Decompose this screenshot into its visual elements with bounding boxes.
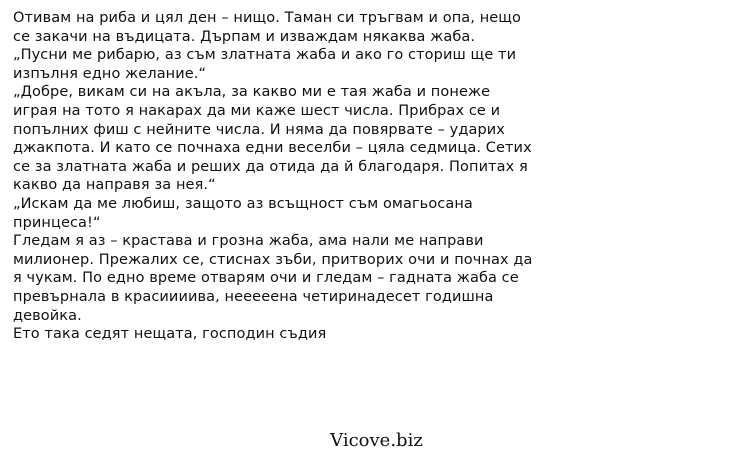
site-watermark: Vicove.biz xyxy=(330,430,423,451)
joke-line: попълних фиш с нейните числа. И няма да повярвате – ударих xyxy=(13,121,505,138)
joke-line: милионер. Прежалих се, стиснах зъби, притворих очи и почнах да xyxy=(13,251,533,268)
joke-line: принцеса!“ xyxy=(13,214,101,231)
joke-line: джакпота. И като се почнаха едни веселби – цяла седмица. Сетих xyxy=(13,140,532,157)
joke-line: се за златната жаба и реших да отида да й благодаря. Попитах я xyxy=(13,158,528,175)
joke-line: изпълня едно желание.“ xyxy=(13,65,207,82)
joke-line: Отивам на риба и цял ден – нищо. Таман си тръгвам и опа, нещо xyxy=(13,10,522,26)
joke-line: Ето така седят нещата, господин съдия xyxy=(13,326,327,343)
joke-line: се закачи на въдицата. Дърпам и изваждам някаква жаба. xyxy=(13,28,476,45)
joke-line: играя на тото я накарах да ми каже шест числа. Прибрах се и xyxy=(13,102,501,119)
joke-line: „Пусни ме рибарю, аз съм златната жаба и ако го сториш ще ти xyxy=(13,47,517,64)
joke-line: превърнала в красиииива, нееееена четиринадесет годишна xyxy=(13,288,494,305)
joke-line: Гледам я аз – крастава и грозна жаба, ама нали ме направи xyxy=(13,233,484,250)
joke-line: „Искам да ме любиш, защото аз всъщност съм омагьосана xyxy=(13,195,473,212)
joke-line: „Добре, викам си на акъла, за какво ми е тая жаба и понеже xyxy=(13,84,491,101)
joke-line: я чукам. По едно време отварям очи и гледам – гадната жаба се xyxy=(13,270,519,287)
joke-line: девойка. xyxy=(13,307,82,324)
joke-line: какво да направя за нея.“ xyxy=(13,177,216,194)
joke-text xyxy=(13,9,743,344)
